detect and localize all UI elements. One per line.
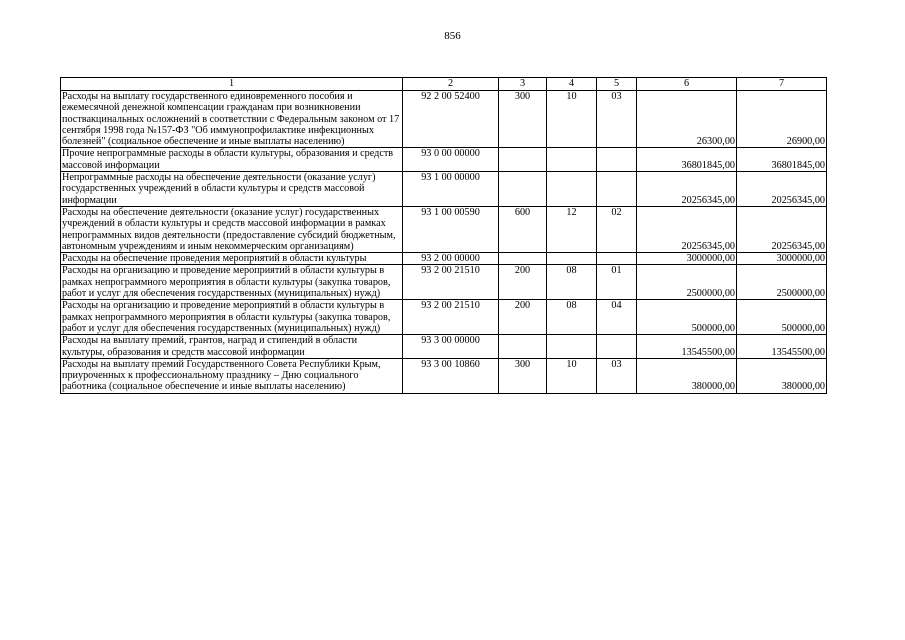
row-section: 10 bbox=[547, 358, 597, 393]
row-amount-col7: 20256345,00 bbox=[737, 206, 827, 252]
row-subsection bbox=[597, 148, 637, 172]
row-section bbox=[547, 172, 597, 207]
row-amount-col7: 36801845,00 bbox=[737, 148, 827, 172]
row-subsection: 04 bbox=[597, 300, 637, 335]
row-type bbox=[499, 148, 547, 172]
row-section: 10 bbox=[547, 91, 597, 148]
row-type bbox=[499, 253, 547, 265]
row-amount-col7: 13545500,00 bbox=[737, 335, 827, 359]
row-code: 93 3 00 00000 bbox=[403, 335, 499, 359]
row-code: 93 3 00 10860 bbox=[403, 358, 499, 393]
row-amount-col7: 500000,00 bbox=[737, 300, 827, 335]
row-code: 92 2 00 52400 bbox=[403, 91, 499, 148]
row-code: 93 2 00 21510 bbox=[403, 300, 499, 335]
row-amount-col7: 380000,00 bbox=[737, 358, 827, 393]
header-row bbox=[61, 78, 827, 91]
row-type: 300 bbox=[499, 358, 547, 393]
table-row bbox=[61, 206, 827, 252]
row-amount-col7: 2500000,00 bbox=[737, 265, 827, 300]
table-row bbox=[61, 172, 827, 207]
row-amount-col7: 20256345,00 bbox=[737, 172, 827, 207]
header-cell: 2 bbox=[403, 78, 499, 91]
row-subsection: 03 bbox=[597, 358, 637, 393]
row-subsection: 01 bbox=[597, 265, 637, 300]
row-type bbox=[499, 335, 547, 359]
table-row bbox=[61, 265, 827, 300]
table-row bbox=[61, 300, 827, 335]
row-description: Расходы на выплату премий Государственного Совета Республики Крым, приуроченных к профессиональному празднику – Дню социального работника (социальное обеспечение и иные выплаты населению) bbox=[61, 358, 403, 393]
row-section bbox=[547, 335, 597, 359]
header-cell: 7 bbox=[737, 78, 827, 91]
row-description: Расходы на обеспечение деятельности (оказание услуг) государственных учреждений в области культуры и средств массовой информации в рамках непрограммных видов деятельности (предоставление субсидий бюджетным, автономным учреждениям и иным некоммерческим организациям) bbox=[61, 206, 403, 252]
row-description: Расходы на выплату государственного единовременного пособия и ежемесячной денежной компенсации гражданам при возникновении поствакцинальных осложнений в соответствии с Федеральным законом от 17 сентября 1998 года №157-ФЗ "Об иммунопрофилактике инфекционных болезней" (социальное обеспечение и иные выплаты населению) bbox=[61, 91, 403, 148]
table-row bbox=[61, 358, 827, 393]
budget-table bbox=[60, 77, 827, 394]
row-section: 08 bbox=[547, 265, 597, 300]
row-section: 12 bbox=[547, 206, 597, 252]
row-amount-col6: 20256345,00 bbox=[637, 172, 737, 207]
row-code: 93 1 00 00590 bbox=[403, 206, 499, 252]
row-amount-col6: 20256345,00 bbox=[637, 206, 737, 252]
row-amount-col7: 3000000,00 bbox=[737, 253, 827, 265]
row-type: 300 bbox=[499, 91, 547, 148]
page-number: 856 bbox=[444, 30, 461, 42]
row-description: Непрограммные расходы на обеспечение деятельности (оказание услуг) государственных учреждений в области культуры и средств массовой информации bbox=[61, 172, 403, 207]
header-cell: 4 bbox=[547, 78, 597, 91]
row-subsection: 02 bbox=[597, 206, 637, 252]
row-amount-col6: 26300,00 bbox=[637, 91, 737, 148]
row-subsection bbox=[597, 253, 637, 265]
row-amount-col6: 2500000,00 bbox=[637, 265, 737, 300]
row-section bbox=[547, 253, 597, 265]
row-section: 08 bbox=[547, 300, 597, 335]
row-code: 93 0 00 00000 bbox=[403, 148, 499, 172]
row-amount-col7: 26900,00 bbox=[737, 91, 827, 148]
table-row bbox=[61, 335, 827, 359]
row-section bbox=[547, 148, 597, 172]
row-amount-col6: 380000,00 bbox=[637, 358, 737, 393]
row-code: 93 2 00 00000 bbox=[403, 253, 499, 265]
row-description: Расходы на организацию и проведение мероприятий в области культуры в рамках непрограммного мероприятия в области культуры (закупка товаров, работ и услуг для обеспечения государственных (муниципальных) нужд) bbox=[61, 300, 403, 335]
row-type: 200 bbox=[499, 300, 547, 335]
row-subsection bbox=[597, 335, 637, 359]
row-description: Расходы на организацию и проведение мероприятий в области культуры в рамках непрограммного мероприятия в области культуры (закупка товаров, работ и услуг для обеспечения государственных (муниципальных) нужд) bbox=[61, 265, 403, 300]
header-cell: 3 bbox=[499, 78, 547, 91]
row-subsection bbox=[597, 172, 637, 207]
row-description: Расходы на выплату премий, грантов, наград и стипендий в области культуры, образования и средств массовой информации bbox=[61, 335, 403, 359]
row-type: 200 bbox=[499, 265, 547, 300]
header-cell: 5 bbox=[597, 78, 637, 91]
table-row bbox=[61, 91, 827, 148]
row-description: Расходы на обеспечение проведения мероприятий в области культуры bbox=[61, 253, 403, 265]
row-subsection: 03 bbox=[597, 91, 637, 148]
row-amount-col6: 3000000,00 bbox=[637, 253, 737, 265]
header-cell: 6 bbox=[637, 78, 737, 91]
table-row bbox=[61, 253, 827, 265]
table-row bbox=[61, 148, 827, 172]
row-type bbox=[499, 172, 547, 207]
row-amount-col6: 13545500,00 bbox=[637, 335, 737, 359]
header-cell: 1 bbox=[61, 78, 403, 91]
row-code: 93 2 00 21510 bbox=[403, 265, 499, 300]
row-type: 600 bbox=[499, 206, 547, 252]
row-amount-col6: 36801845,00 bbox=[637, 148, 737, 172]
row-code: 93 1 00 00000 bbox=[403, 172, 499, 207]
row-amount-col6: 500000,00 bbox=[637, 300, 737, 335]
row-description: Прочие непрограммные расходы в области культуры, образования и средств массовой информации bbox=[61, 148, 403, 172]
